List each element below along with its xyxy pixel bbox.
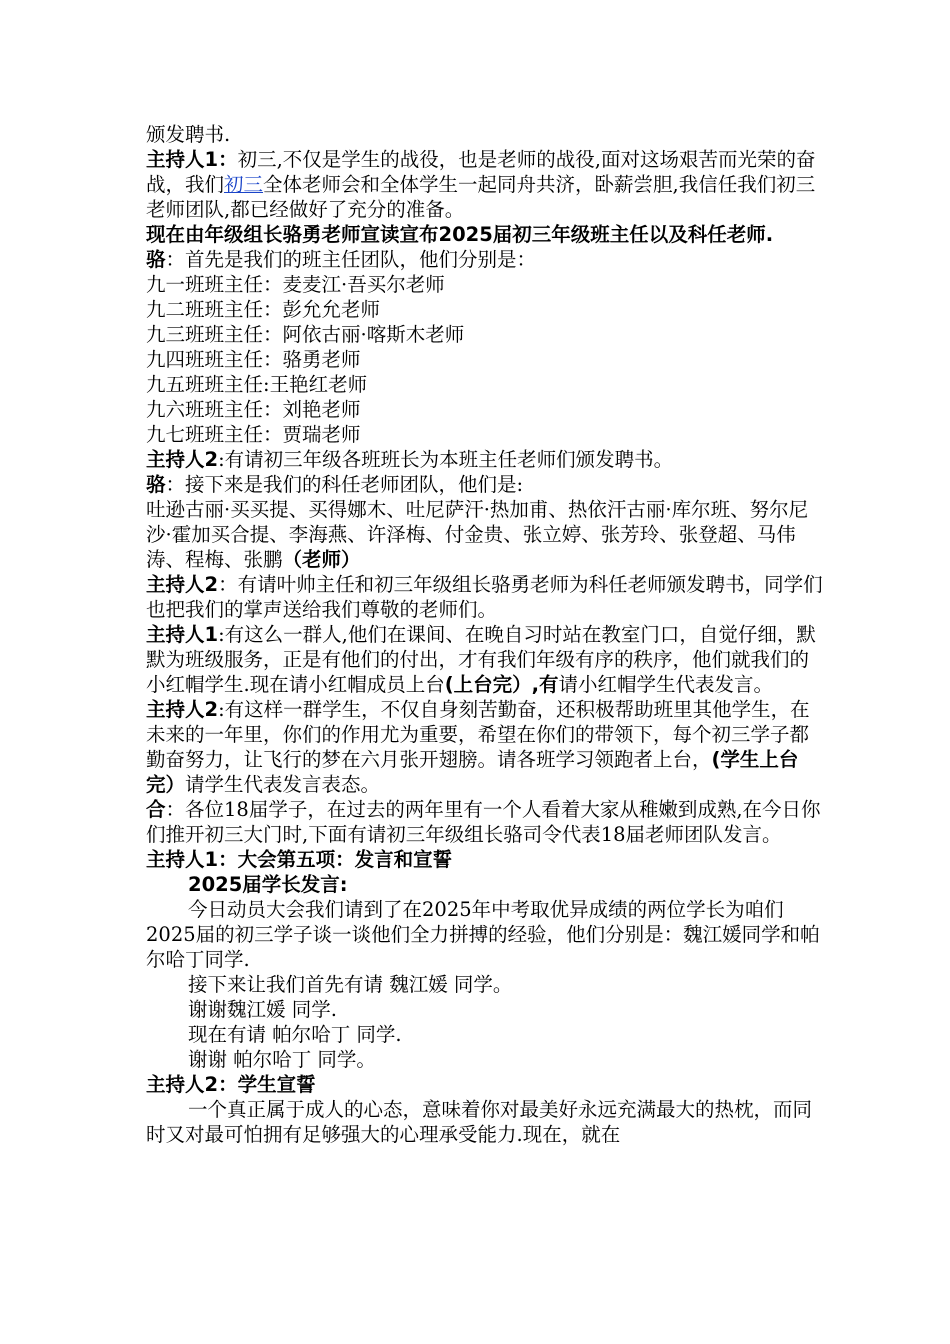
teacher-line: 九二班班主任：彭允允老师 <box>146 298 381 321</box>
document-body <box>146 122 826 1147</box>
speaker-label: 合 <box>146 798 166 821</box>
paragraph-text: 全体老师会和全体学生一起同舟共济，卧薪尝胆,我信任我们初三老师团队,都已经做好了充分的准备。 <box>146 173 816 221</box>
teacher-line: 九四班班主任：骆勇老师 <box>146 348 361 371</box>
grade-link[interactable]: 初三 <box>224 173 264 196</box>
paragraph-luo-intro <box>146 247 826 272</box>
heading-item-five: 主持人1：大会第五项：发言和宣誓 <box>146 848 453 871</box>
paragraph-luo-subjects <box>146 472 826 497</box>
paragraph-host1-opening <box>146 147 826 222</box>
paragraph-host2-leaders <box>146 697 826 797</box>
speaker-label: 骆 <box>146 248 166 271</box>
paragraph-award-letters: 颁发聘书. <box>146 123 231 146</box>
paragraph-thanks-first: 谢谢魏江媛 同学. <box>188 998 337 1021</box>
paragraph-invite-first: 接下来让我们首先有请 魏江媛 同学。 <box>188 973 513 996</box>
speaker-label: 主持人1： <box>146 148 238 171</box>
speaker-label: 主持人2 <box>146 698 219 721</box>
paragraph-text: ：接下来是我们的科任老师团队，他们是: <box>165 473 524 496</box>
heading-announcement: 现在由年级组长骆勇老师宣读宣布2025届初三年级班主任以及科任老师. <box>146 223 774 246</box>
paragraph-host2-award <box>146 572 826 622</box>
teacher-line: 九一班班主任：麦麦江·吾买尔老师 <box>146 273 445 296</box>
speaker-label: 主持人2 <box>146 448 219 471</box>
teacher-line: 九七班班主任：贾瑞老师 <box>146 423 361 446</box>
teacher-line: 九六班班主任：刘艳老师 <box>146 398 361 421</box>
paragraph-text: 吐逊古丽·买买提、买得娜木、吐尼萨汗·热加甫、热依汗古丽·库尔班、努尔尼沙·霍加买合提、李海燕、许泽梅、付金贵、张立婷、张芳玲、张登超、马伟涛、程梅、张鹏 <box>146 498 809 571</box>
paragraph-host2-monitors <box>146 447 826 472</box>
speaker-label: 主持人1 <box>146 623 219 646</box>
bold-note: (学生上台完） <box>146 748 799 796</box>
paragraph-text: 初三,不仅是学生的战役，也是老师的战役,面对这场艰苦而光荣的奋战，我们 <box>146 148 816 196</box>
paragraph-text: 请小红帽学生代表发言。 <box>558 673 774 696</box>
paragraph-oath-intro: 一个真正属于成人的心态，意味着你对最美好永远充满最大的热枕，而同时又对最可怕拥有足够强大的心理承受能力.现在，就在 <box>146 1098 813 1146</box>
paragraph-thanks-second: 谢谢 帕尔哈丁 同学。 <box>188 1048 376 1071</box>
heading-alumni-speech: 2025届学长发言: <box>188 873 348 896</box>
paragraph-alumni-intro: 今日动员大会我们请到了在2025年中考取优异成绩的两位学长为咱们2025届的初三学子谈一谈他们全力拼搏的经验，他们分别是：魏江媛同学和帕尔哈丁同学. <box>146 898 820 971</box>
speaker-label: 骆 <box>146 473 166 496</box>
paragraph-host1-redhats <box>146 622 826 697</box>
bold-note: （老师） <box>282 548 361 571</box>
teacher-line: 九五班班主任:王艳红老师 <box>146 373 368 396</box>
paragraph-together <box>146 797 826 847</box>
paragraph-text: 请学生代表发言表态。 <box>185 773 381 796</box>
paragraph-text: ：有请叶帅主任和初三年级组长骆勇老师为科任老师颁发聘书，同学们也把我们的掌声送给我们尊敬的老师们。 <box>146 573 823 621</box>
paragraph-text: :有这样一群学生，不仅自身刻苦勤奋，还积极帮助班里其他学生，在未来的一年里，你们的作用尤为重要，希望在你们的带领下，每个初三学子都勤奋努力，让飞行的梦在六月张开翅膀。请各班学习领跑者上台， <box>146 698 810 771</box>
bold-note: (上台完）,有 <box>444 673 559 696</box>
paragraph-invite-second: 现在有请 帕尔哈丁 同学. <box>188 1023 402 1046</box>
teacher-line: 九三班班主任：阿依古丽·喀斯木老师 <box>146 323 465 346</box>
paragraph-text: ：各位18届学子，在过去的两年里有一个人看着大家从稚嫩到成熟,在今日你们推开初三大门时,下面有请初三年级组长骆司令代表18届老师团队发言。 <box>146 798 821 846</box>
paragraph-text: :有这么一群人,他们在课间、在晚自习时站在教室门口，自觉仔细，默默为班级服务，正是有他们的付出，才有我们年级有序的秩序，他们就我们的小红帽学生.现在请小红帽成员上台 <box>146 623 816 696</box>
speaker-label: 主持人2 <box>146 573 219 596</box>
paragraph-text: :有请初三年级各班班长为本班主任老师们颁发聘书。 <box>218 448 674 471</box>
paragraph-text: ：首先是我们的班主任团队，他们分别是： <box>165 248 537 271</box>
paragraph-subject-teachers <box>146 497 826 572</box>
heading-student-oath: 主持人2：学生宣誓 <box>146 1073 316 1096</box>
